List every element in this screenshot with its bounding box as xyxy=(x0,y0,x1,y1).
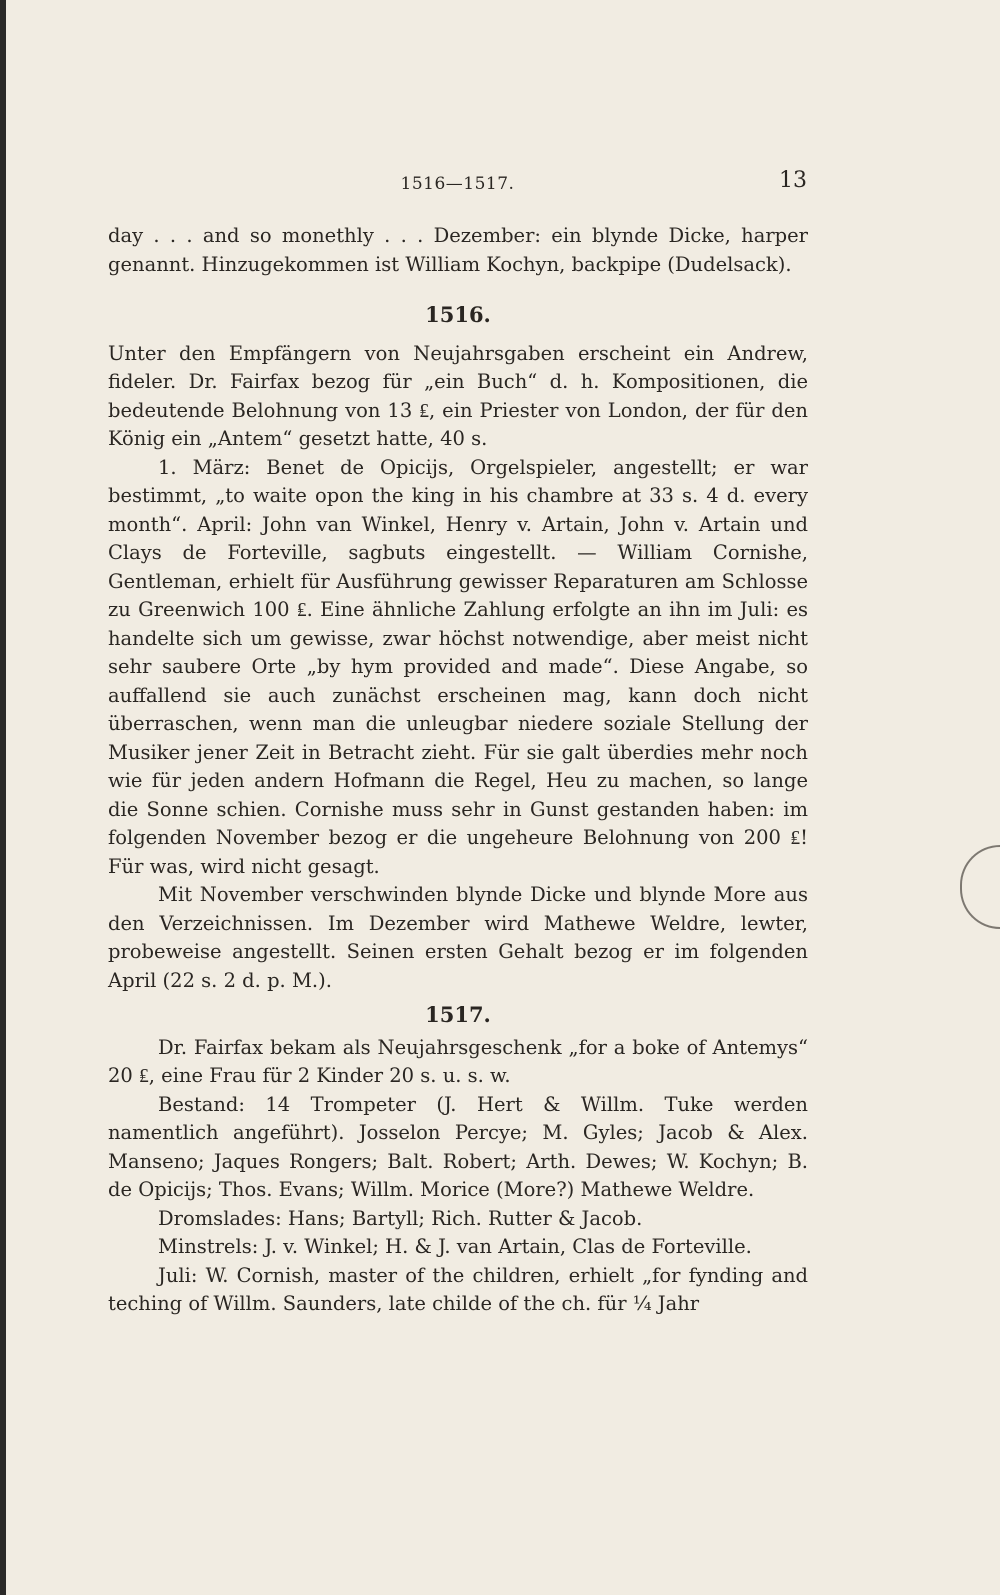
paragraph-1517-4: Minstrels: J. v. Winkel; H. & J. van Artain, Clas de Forteville. xyxy=(158,1235,752,1258)
paragraph-1516-1: Unter den Empfängern von Neujahrsgaben erscheint ein Andrew, fideler. Dr. Fairfax bezog für „ein Buch“ d. h. Kompositionen, die bedeutende Belohnung von 13 ₤, ein Priester von London, der für den König ein „Antem“ gesetzt hatte, 40 s. xyxy=(108,341,808,450)
section-heading-1517: 1517. xyxy=(425,1002,491,1027)
paragraph-1517-5: Juli: W. Cornish, master of the children, erhielt „for fynding and teching of Willm. Saunders, late childe of the ch. für ¼ Jahr xyxy=(108,1263,808,1315)
paragraph-1517-3: Dromslades: Hans; Bartyll; Rich. Rutter & Jacob. xyxy=(158,1206,643,1230)
paragraph-1517-2: Bestand: 14 Trompeter (J. Hert & Willm. Tuke werden namentlich angeführt). Josselon Percye; M. Gyles; Jacob & Alex. Manseno; Jaques Rongers; Balt. Robert; Arth. Dewes; W. Kochyn; B. de Opicijs; Thos. Evans; Willm. Morice (More?) Mathewe Weldre. xyxy=(108,1092,808,1201)
page-number: 13 xyxy=(779,168,807,193)
page-body xyxy=(108,222,808,1319)
paragraph-1516-2: 1. März: Benet de Opicijs, Orgelspieler, angestellt; er war bestimmt, „to waite opon the king in his chambre at 33 s. 4 d. every month“. April: John van Winkel, Henry v. Artain, John v. Artain und Clays de Forteville, sagbuts eingestellt. — William Cornishe, Gentleman, erhielt für Ausführung gewisser Reparaturen am Schlosse zu Greenwich 100 ₤. Eine ähnliche Zahlung erfolgte an ihn im Juli: es handelte sich um gewisse, zwar höchst notwendige, aber meist nicht sehr saubere Orte „by hym provided and made“. Diese Angabe, so auffallend sie auch zunächst erscheinen mag, kann doch nicht überraschen, wenn man die unleugbar niedere soziale Stellung der Musiker jener Zeit in Betracht zieht. Für sie galt überdies mehr noch wie für jeden andern Hofmann die Regel, Heu zu machen, so lange die Sonne schien. Cornishe muss sehr in Gunst gestanden haben: im folgenden November bezog er die ungeheure Belohnung von 200 ₤! Für was, wird nicht gesagt. xyxy=(108,455,808,878)
section-heading-1516: 1516. xyxy=(425,302,491,327)
running-title: 1516—1517. xyxy=(400,174,515,194)
paragraph-1517-1: Dr. Fairfax bekam als Neujahrsgeschenk „for a boke of Antemys“ 20 ₤, eine Frau für 2 Kinder 20 s. u. s. w. xyxy=(108,1035,808,1087)
paragraph-1516-3: Mit November verschwinden blynde Dicke und blynde More aus den Verzeichnissen. Im Dezember wird Mathewe Weldre, lewter, probeweise angestellt. Seinen ersten Gehalt bezog er im folgenden April (22 s. 2 d. p. M.). xyxy=(108,883,808,992)
page-header xyxy=(100,168,815,208)
intro-paragraph: day . . . and so monethly . . . Dezember: ein blynde Dicke, harper genannt. Hinzugekommen ist William Kochyn, backpipe (Dudelsack). xyxy=(108,224,808,276)
